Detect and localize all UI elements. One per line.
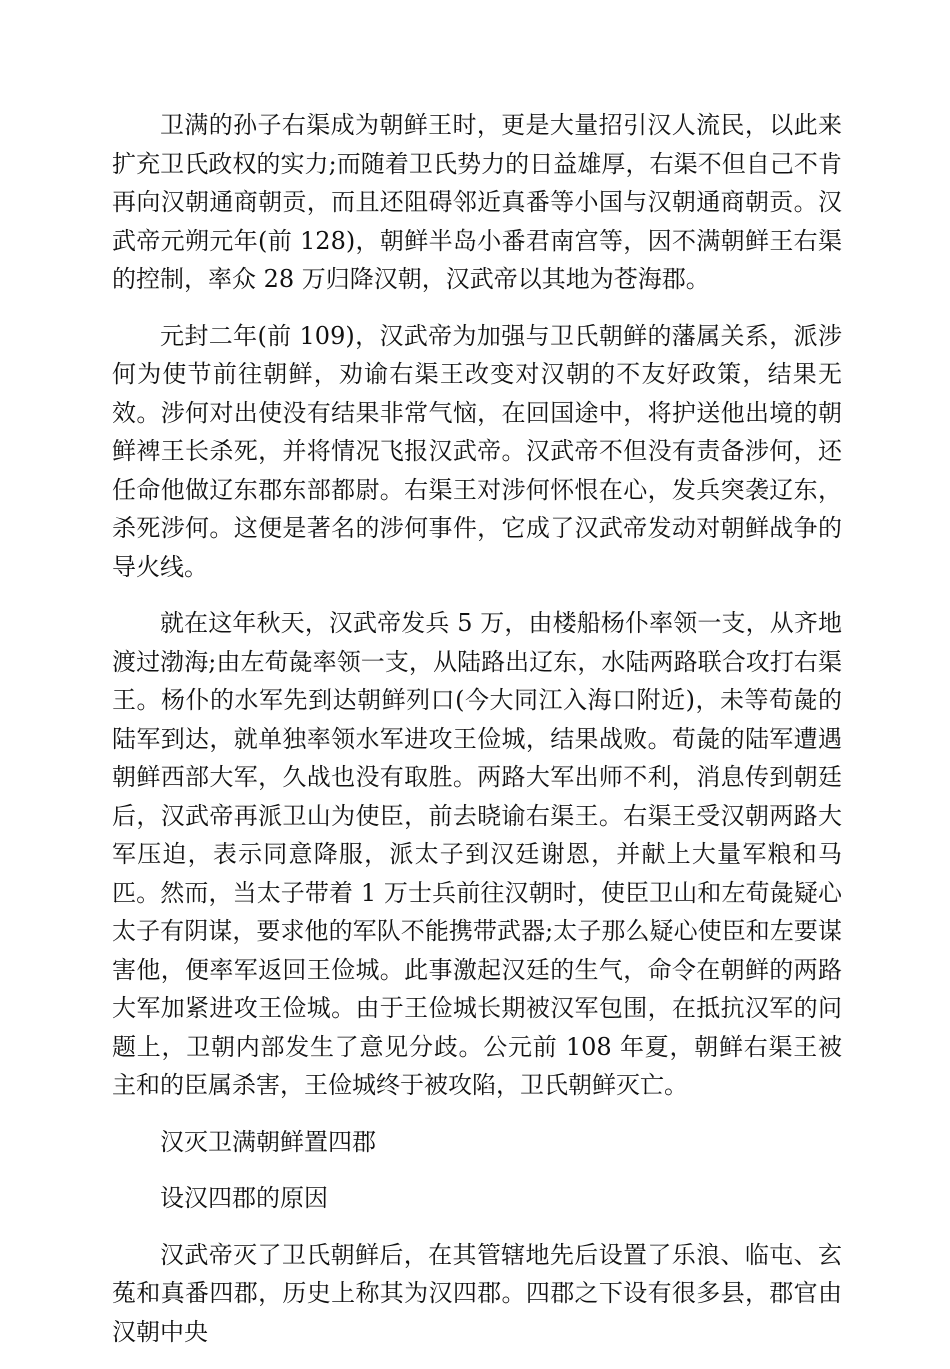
paragraph-four-commanderies: 汉武帝灭了卫氏朝鲜后，在其管辖地先后设置了乐浪、临屯、玄菟和真番四郡，历史上称其为汉四郡。四郡之下设有很多县，郡官由汉朝中央 bbox=[112, 1240, 842, 1346]
paragraph-war-campaign: 就在这年秋天，汉武帝发兵 5 万，由楼船杨仆率领一支，从齐地渡过渤海;由左荀彘率领一支，从陆路出辽东，水陆两路联合攻打右渠王。杨仆的水军先到达朝鲜列口(今大同江入海口附近)，未等荀彘的陆军到达，就单独率领水军进攻王俭城，结果战败。荀彘的陆军遭遇朝鲜西部大军，久战也没有取胜。两路大军出师不利，消息传到朝廷后，汉武帝再派卫山为使臣，前去晓谕右渠王。右渠王受汉朝两路大军压迫，表示同意降服，派太子到汉廷谢恩，并献上大量军粮和马匹。然而，当太子带着 1 万士兵前往汉朝时，使臣卫山和左荀彘疑心太子有阴谋，要求他的军队不能携带武器;太子那么疑心使臣和左要谋害他，便率军返回王俭城。此事激起汉廷的生气，命令在朝鲜的两路大军加紧进攻王俭城。由于王俭城长期被汉军包围，在抵抗汉军的问题上，卫朝内部发生了意见分歧。公元前 108 年夏，朝鲜右渠王被主和的臣属杀害，王俭城终于被攻陷，卫氏朝鲜灭亡。 bbox=[112, 609, 842, 1099]
document-page bbox=[112, 106, 842, 1369]
section-heading-reasons: 设汉四郡的原因 bbox=[160, 1184, 328, 1212]
paragraph-weiman-grandson: 卫满的孙子右渠成为朝鲜王时，更是大量招引汉人流民，以此来扩充卫氏政权的实力;而随着卫氏势力的日益雄厚，右渠不但自己不肯再向汉朝通商朝贡，而且还阻碍邻近真番等小国与汉朝通商朝贡。汉武帝元朔元年(前 128)，朝鲜半岛小番君南宫等，因不满朝鲜王右渠的控制，率众 28 万归降汉朝，汉武帝以其地为苍海郡。 bbox=[112, 111, 842, 293]
section-heading-four-commanderies: 汉灭卫满朝鲜置四郡 bbox=[160, 1127, 376, 1156]
paragraph-yuanfeng-envoy: 元封二年(前 109)，汉武帝为加强与卫氏朝鲜的藩属关系，派涉何为使节前往朝鲜，劝谕右渠王改变对汉朝的不友好政策，结果无效。涉何对出使没有结果非常气恼，在回国途中，将护送他出境的朝鲜裨王长杀死，并将情况飞报汉武帝。汉武帝不但没有责备涉何，还任命他做辽东郡东部都尉。右渠王对涉何怀恨在心，发兵突袭辽东，杀死涉何。这便是著名的涉何事件，它成了汉武帝发动对朝鲜战争的导火线。 bbox=[112, 321, 842, 581]
